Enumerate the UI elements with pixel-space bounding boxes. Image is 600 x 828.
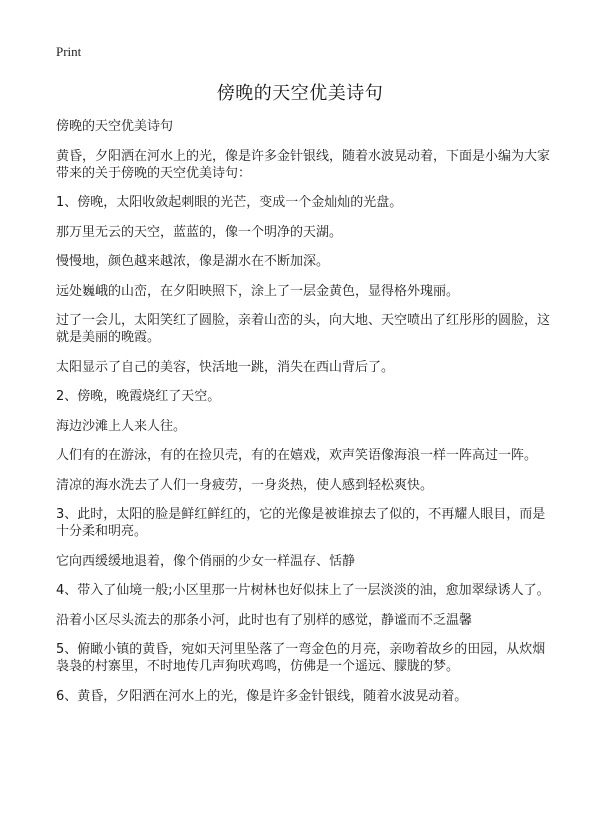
article-paragraph: 3、此时，太阳的脸是鲜红鲜红的，它的光像是被谁掠去了似的，不再耀人眼目，而是十分柔和明亮。 bbox=[56, 507, 546, 539]
article-paragraph: 傍晚的天空优美诗句 bbox=[56, 119, 174, 134]
article-paragraph: 海边沙滩上人来人往。 bbox=[56, 418, 187, 434]
article-paragraph: 6、黄昏，夕阳洒在河水上的光，像是许多金针银线，随着水波晃动着。 bbox=[56, 688, 468, 704]
article-paragraph: 远处巍峨的山峦，在夕阳映照下，涂上了一层金黄色，显得格外瑰丽。 bbox=[56, 283, 460, 299]
article-paragraph: 清凉的海水洗去了人们一身疲劳，一身炎热，使人感到轻松爽快。 bbox=[56, 477, 434, 493]
article-paragraph: 黄昏，夕阳洒在河水上的光，像是许多金针银线，随着水波晃动着，下面是小编为大家带来的关于傍晚的天空优美诗句： bbox=[56, 148, 551, 181]
article-paragraph: 太阳显示了自己的美容，快活地一跳，消失在西山背后了。 bbox=[56, 359, 395, 375]
article-paragraph: 4、带入了仙境一般;小区里那一片树林也好似抹上了一层淡淡的油，愈加翠绿诱人了。 bbox=[56, 583, 550, 598]
article-body bbox=[56, 118, 550, 717]
article-paragraph: 5、俯瞰小镇的黄昏，宛如天河里坠落了一弯金色的月亮，亲吻着故乡的田园，从炊烟袅袅的村寨里，不时地传几声狗吠鸡鸣，仿佛是一个遥远、朦胧的梦。 bbox=[56, 642, 546, 674]
article-paragraph: 过了一会儿，太阳笑红了圆脸，亲着山峦的头，向大地、天空喷出了红彤彤的圆脸，这就是美丽的晚霞。 bbox=[56, 313, 551, 345]
article-paragraph: 沿着小区尽头流去的那条小河，此时也有了别样的感觉，静谧而不乏温馨 bbox=[56, 612, 473, 628]
article-paragraph: 它向西缓缓地退着，像个俏丽的少女一样温存、恬静 bbox=[56, 553, 356, 569]
print-link[interactable]: Print bbox=[56, 44, 82, 59]
article-paragraph: 人们有的在游泳，有的在捡贝壳，有的在嬉戏，欢声笑语像海浪一样一阵高过一阵。 bbox=[56, 448, 538, 463]
article-paragraph: 2、傍晚，晚霞烧红了天空。 bbox=[56, 389, 221, 404]
article-paragraph: 那万里无云的天空，蓝蓝的，像一个明净的天湖。 bbox=[56, 224, 343, 240]
article-paragraph: 慢慢地，颜色越来越浓，像是湖水在不断加深。 bbox=[56, 254, 330, 269]
page-title: 傍晚的天空优美诗句 bbox=[216, 83, 384, 104]
article-paragraph: 1、傍晚，太阳收敛起刺眼的光芒，变成一个金灿灿的光盘。 bbox=[56, 195, 403, 210]
